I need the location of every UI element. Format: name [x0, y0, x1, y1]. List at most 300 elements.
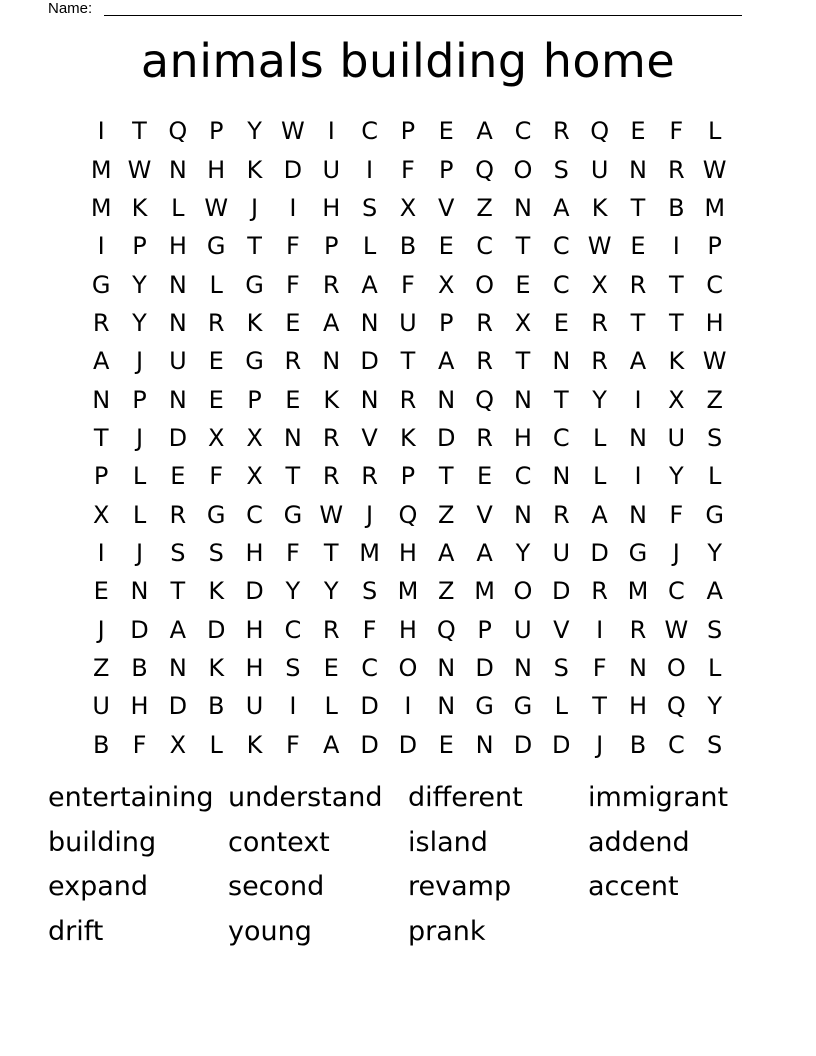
- grid-letter: O: [513, 577, 533, 606]
- grid-letter: K: [400, 423, 416, 452]
- grid-letter: F: [401, 155, 415, 184]
- grid-letter: P: [132, 385, 147, 414]
- grid-letter: X: [207, 423, 225, 452]
- grid-letter: Y: [515, 538, 531, 567]
- grid-letter: C: [514, 117, 532, 146]
- grid-letter: Z: [438, 577, 455, 606]
- grid-letter: Q: [475, 385, 495, 414]
- grid-letter: H: [322, 193, 341, 222]
- grid-letter: Y: [285, 577, 301, 606]
- grid-letter: R: [399, 385, 417, 414]
- grid-letter: D: [437, 423, 456, 452]
- grid-letter: H: [398, 615, 417, 644]
- grid-letter: E: [208, 347, 224, 376]
- grid-letter: N: [92, 385, 111, 414]
- grid-letter: C: [552, 270, 570, 299]
- word-list-item: understand: [228, 782, 383, 813]
- grid-letter: V: [553, 615, 570, 644]
- grid-letter: N: [168, 385, 187, 414]
- word-list-item: second: [228, 871, 325, 902]
- grid-letter: J: [251, 193, 259, 222]
- word-list-item: addend: [588, 826, 690, 858]
- grid-letter: N: [130, 577, 149, 606]
- grid-letter: S: [553, 155, 569, 184]
- grid-letter: P: [93, 462, 109, 491]
- grid-letter: W: [702, 155, 727, 184]
- grid-letter: T: [247, 232, 262, 261]
- grid-letter: N: [475, 730, 494, 759]
- grid-letter: J: [135, 347, 144, 376]
- grid-letter: S: [361, 577, 378, 606]
- grid-letter: K: [323, 385, 340, 414]
- word-list-item: young: [228, 915, 312, 947]
- grid-letter: E: [208, 385, 224, 414]
- grid-letter: U: [552, 538, 571, 567]
- grid-letter: P: [132, 232, 147, 261]
- grid-letter: Z: [706, 385, 723, 414]
- grid-letter: I: [289, 692, 297, 721]
- grid-letter: W: [664, 615, 689, 644]
- grid-letter: C: [552, 232, 570, 261]
- grid-letter: N: [168, 155, 187, 184]
- grid-letter: F: [592, 653, 607, 682]
- grid-letter: E: [285, 385, 301, 414]
- grid-letter: P: [707, 232, 722, 261]
- grid-letter: T: [438, 462, 454, 491]
- grid-letter: A: [92, 347, 110, 376]
- grid-letter: S: [170, 538, 186, 567]
- grid-letter: T: [93, 423, 109, 452]
- grid-letter: E: [630, 117, 646, 146]
- grid-letter: N: [437, 385, 456, 414]
- grid-letter: V: [476, 500, 493, 529]
- grid-letter: A: [323, 308, 340, 337]
- grid-letter: U: [245, 692, 264, 721]
- grid-letter: P: [439, 308, 454, 337]
- grid-letter: K: [208, 653, 225, 682]
- grid-letter: K: [591, 193, 608, 222]
- grid-letter: A: [438, 347, 455, 376]
- grid-letter: O: [666, 653, 686, 682]
- grid-letter: T: [515, 347, 531, 376]
- grid-letter: H: [398, 538, 417, 567]
- grid-letter: E: [170, 462, 186, 491]
- grid-letter: C: [552, 423, 570, 452]
- grid-letter: C: [361, 653, 378, 682]
- grid-letter: E: [477, 462, 493, 491]
- grid-letter: X: [92, 500, 110, 529]
- grid-letter: S: [285, 653, 301, 682]
- grid-letter: N: [513, 385, 532, 414]
- word-list-item: immigrant: [588, 782, 729, 813]
- grid-letter: E: [438, 117, 454, 146]
- grid-letter: R: [476, 308, 493, 337]
- grid-letter: F: [285, 730, 300, 759]
- grid-letter: B: [207, 692, 225, 721]
- grid-letter: N: [168, 270, 187, 299]
- grid-letter: G: [245, 347, 264, 376]
- grid-letter: D: [552, 730, 571, 759]
- grid-letter: B: [131, 653, 148, 682]
- grid-letter: T: [553, 385, 569, 414]
- grid-letter: C: [667, 577, 685, 606]
- grid-letter: P: [400, 117, 416, 146]
- grid-letter: N: [629, 653, 647, 682]
- grid-letter: A: [438, 538, 455, 567]
- grid-letter: R: [169, 500, 187, 529]
- word-list-item: accent: [588, 871, 679, 902]
- grid-letter: R: [629, 270, 647, 299]
- grid-letter: A: [476, 538, 493, 567]
- grid-letter: N: [168, 308, 187, 337]
- grid-letter: N: [437, 692, 456, 721]
- grid-letter: R: [591, 577, 608, 606]
- grid-letter: K: [131, 193, 148, 222]
- grid-letter: M: [704, 193, 726, 222]
- grid-letter: G: [513, 692, 533, 721]
- grid-letter: D: [206, 615, 226, 644]
- grid-letter: I: [97, 232, 105, 261]
- grid-letter: Z: [476, 193, 493, 222]
- grid-letter: H: [130, 692, 149, 721]
- grid-letter: N: [513, 193, 532, 222]
- grid-letter: U: [590, 155, 609, 184]
- grid-letter: X: [169, 730, 187, 759]
- grid-letter: G: [206, 500, 226, 529]
- grid-letter: T: [400, 347, 416, 376]
- grid-letter: P: [323, 232, 339, 261]
- grid-letter: C: [667, 730, 685, 759]
- grid-letter: F: [209, 462, 224, 491]
- word-list-item: island: [408, 826, 488, 858]
- grid-letter: Y: [247, 117, 262, 146]
- grid-letter: H: [628, 692, 647, 721]
- grid-letter: L: [324, 692, 338, 721]
- grid-letter: O: [513, 155, 533, 184]
- grid-letter: A: [629, 347, 647, 376]
- grid-letter: R: [552, 117, 570, 146]
- grid-letter: A: [553, 193, 570, 222]
- grid-letter: Q: [666, 692, 686, 721]
- grid-letter: E: [438, 232, 454, 261]
- grid-letter: N: [360, 385, 379, 414]
- grid-letter: F: [132, 730, 147, 759]
- grid-letter: A: [361, 270, 378, 299]
- grid-letter: Q: [475, 155, 495, 184]
- grid-letter: F: [285, 538, 300, 567]
- grid-letter: R: [92, 308, 110, 337]
- grid-letter: T: [668, 270, 684, 299]
- grid-letter: L: [171, 193, 185, 222]
- word-list-item: building: [48, 826, 157, 858]
- grid-letter: H: [245, 653, 264, 682]
- grid-letter: D: [168, 692, 188, 721]
- grid-letter: R: [322, 462, 340, 491]
- grid-letter: J: [97, 615, 105, 644]
- grid-letter: D: [130, 615, 149, 644]
- grid-letter: T: [323, 538, 339, 567]
- grid-letter: P: [247, 385, 262, 414]
- grid-letter: I: [404, 692, 412, 721]
- grid-letter: L: [554, 692, 568, 721]
- grid-letter: G: [206, 232, 226, 261]
- grid-letter: U: [322, 155, 341, 184]
- grid-letter: I: [672, 232, 680, 261]
- word-list-item: expand: [48, 871, 149, 902]
- grid-letter: A: [476, 117, 493, 146]
- grid-letter: R: [591, 347, 608, 376]
- name-field: [48, 0, 748, 20]
- grid-letter: M: [627, 577, 649, 606]
- grid-letter: X: [438, 270, 455, 299]
- grid-letter: S: [553, 653, 569, 682]
- grid-letter: S: [707, 423, 723, 452]
- grid-letter: C: [706, 270, 724, 299]
- grid-letter: R: [476, 347, 493, 376]
- grid-letter: U: [514, 615, 532, 644]
- grid-letter: M: [397, 577, 419, 606]
- grid-letter: S: [361, 193, 378, 222]
- word-list-item: context: [228, 826, 330, 858]
- grid-letter: J: [366, 500, 374, 529]
- name-line[interactable]: [104, 15, 742, 16]
- grid-letter: R: [591, 308, 608, 337]
- grid-letter: U: [399, 308, 417, 337]
- grid-letter: Y: [323, 577, 339, 606]
- grid-letter: G: [283, 500, 303, 529]
- grid-letter: D: [552, 577, 571, 606]
- grid-letter: G: [628, 538, 648, 567]
- grid-letter: X: [246, 423, 263, 452]
- grid-letter: I: [327, 117, 335, 146]
- grid-letter: K: [246, 155, 263, 184]
- grid-letter: R: [476, 423, 493, 452]
- grid-letter: R: [629, 615, 647, 644]
- grid-letter: S: [707, 730, 723, 759]
- word-list-item: entertaining: [48, 782, 214, 813]
- grid-letter: F: [669, 500, 684, 529]
- word-list-item: drift: [48, 915, 104, 947]
- grid-letter: J: [596, 730, 604, 759]
- grid-letter: X: [399, 193, 417, 222]
- grid-letter: D: [245, 577, 264, 606]
- grid-letter: I: [97, 538, 105, 567]
- grid-letter: K: [208, 577, 225, 606]
- grid-letter: X: [246, 462, 263, 491]
- grid-letter: S: [707, 615, 723, 644]
- grid-letter: X: [514, 308, 532, 337]
- grid-letter: K: [668, 347, 685, 376]
- grid-letter: H: [705, 308, 724, 337]
- grid-letter: D: [360, 730, 379, 759]
- grid-letter: O: [475, 270, 495, 299]
- grid-letter: W: [587, 232, 612, 261]
- grid-letter: E: [93, 577, 109, 606]
- grid-letter: T: [170, 577, 186, 606]
- grid-letter: T: [668, 308, 684, 337]
- grid-letter: M: [90, 193, 112, 222]
- grid-letter: L: [362, 232, 377, 261]
- grid-letter: F: [669, 117, 684, 146]
- grid-letter: T: [515, 232, 531, 261]
- grid-letter: F: [362, 615, 377, 644]
- grid-letter: D: [475, 653, 494, 682]
- grid-letter: P: [208, 117, 224, 146]
- grid-letter: R: [207, 308, 225, 337]
- grid-letter: W: [319, 500, 344, 529]
- grid-letter: N: [629, 500, 647, 529]
- grid-letter: D: [398, 730, 418, 759]
- grid-letter: P: [400, 462, 416, 491]
- grid-letter: A: [591, 500, 608, 529]
- word-list-item: prank: [408, 915, 486, 947]
- grid-letter: G: [245, 270, 264, 299]
- grid-letter: J: [135, 538, 144, 567]
- grid-letter: K: [246, 308, 263, 337]
- grid-letter: N: [629, 423, 647, 452]
- grid-letter: L: [132, 462, 147, 491]
- grid-letter: L: [592, 462, 607, 491]
- grid-letter: H: [168, 232, 187, 261]
- grid-letter: W: [702, 347, 727, 376]
- grid-letter: Y: [592, 385, 607, 414]
- grid-letter: I: [634, 385, 642, 414]
- grid-letter: C: [361, 117, 378, 146]
- grid-letter: J: [672, 538, 680, 567]
- grid-letter: L: [707, 117, 722, 146]
- grid-letter: D: [360, 347, 379, 376]
- grid-letter: Q: [590, 117, 610, 146]
- grid-letter: G: [475, 692, 494, 721]
- grid-letter: Y: [132, 270, 147, 299]
- grid-letter: E: [515, 270, 531, 299]
- grid-letter: L: [209, 730, 223, 759]
- grid-letter: C: [476, 232, 493, 261]
- grid-letter: I: [366, 155, 374, 184]
- grid-letter: N: [168, 653, 187, 682]
- grid-letter: Y: [668, 462, 684, 491]
- grid-letter: I: [97, 117, 105, 146]
- grid-letter: W: [204, 193, 229, 222]
- grid-letter: T: [592, 692, 607, 721]
- grid-letter: N: [513, 500, 532, 529]
- grid-letter: D: [360, 692, 379, 721]
- grid-letter: L: [707, 462, 722, 491]
- grid-letter: T: [285, 462, 301, 491]
- grid-letter: W: [281, 117, 305, 146]
- grid-letter: E: [438, 730, 454, 759]
- grid-letter: Z: [92, 653, 110, 682]
- grid-letter: F: [285, 270, 300, 299]
- grid-letter: H: [245, 538, 264, 567]
- grid-letter: G: [91, 270, 111, 299]
- letter-grid: [82, 112, 734, 764]
- grid-letter: C: [284, 615, 302, 644]
- grid-letter: Q: [398, 500, 418, 529]
- grid-letter: T: [630, 308, 646, 337]
- grid-letter: T: [630, 193, 646, 222]
- grid-letter: Y: [707, 538, 722, 567]
- grid-letter: L: [592, 423, 607, 452]
- grid-letter: M: [90, 155, 112, 184]
- grid-letter: R: [667, 155, 685, 184]
- grid-letter: P: [439, 155, 454, 184]
- grid-letter: N: [552, 347, 571, 376]
- grid-letter: G: [705, 500, 724, 529]
- grid-letter: D: [590, 538, 609, 567]
- name-label: Name:: [48, 0, 93, 17]
- grid-letter: C: [246, 500, 263, 529]
- grid-letter: D: [283, 155, 303, 184]
- grid-letter: Z: [438, 500, 455, 529]
- grid-letter: M: [359, 538, 380, 567]
- grid-letter: O: [398, 653, 418, 682]
- grid-letter: E: [323, 653, 339, 682]
- grid-letter: B: [92, 730, 110, 759]
- grid-letter: V: [438, 193, 455, 222]
- grid-letter: F: [285, 232, 300, 261]
- grid-letter: N: [552, 462, 571, 491]
- grid-letter: I: [596, 615, 604, 644]
- grid-letter: N: [360, 308, 379, 337]
- grid-letter: M: [474, 577, 495, 606]
- grid-letter: R: [322, 615, 340, 644]
- grid-letter: E: [285, 308, 301, 337]
- grid-letter: N: [437, 653, 456, 682]
- word-list-item: different: [408, 782, 523, 813]
- grid-letter: L: [707, 653, 722, 682]
- grid-letter: H: [513, 423, 532, 452]
- grid-letter: B: [668, 193, 685, 222]
- grid-letter: B: [629, 730, 647, 759]
- grid-letter: N: [629, 155, 647, 184]
- grid-letter: E: [553, 308, 569, 337]
- grid-letter: V: [361, 423, 378, 452]
- grid-letter: R: [361, 462, 378, 491]
- grid-letter: R: [322, 423, 340, 452]
- grid-letter: D: [168, 423, 188, 452]
- page-title: animals building home: [140, 34, 676, 88]
- grid-letter: X: [668, 385, 685, 414]
- grid-letter: N: [513, 653, 532, 682]
- grid-letter: X: [591, 270, 608, 299]
- grid-letter: R: [322, 270, 340, 299]
- grid-letter: N: [283, 423, 302, 452]
- grid-letter: Q: [436, 615, 456, 644]
- grid-letter: W: [127, 155, 152, 184]
- grid-letter: C: [514, 462, 532, 491]
- grid-letter: L: [209, 270, 223, 299]
- grid-letter: S: [208, 538, 224, 567]
- grid-letter: H: [207, 155, 226, 184]
- grid-letter: H: [245, 615, 264, 644]
- word-list: [48, 778, 768, 956]
- grid-letter: A: [323, 730, 340, 759]
- word-list-item: revamp: [408, 871, 512, 902]
- grid-letter: I: [289, 193, 297, 222]
- grid-letter: K: [246, 730, 263, 759]
- grid-letter: L: [132, 500, 147, 529]
- grid-letter: Y: [132, 308, 147, 337]
- grid-letter: U: [92, 692, 110, 721]
- grid-letter: E: [630, 232, 646, 261]
- grid-letter: B: [399, 232, 417, 261]
- grid-letter: U: [667, 423, 686, 452]
- grid-letter: J: [135, 423, 144, 452]
- grid-letter: R: [552, 500, 570, 529]
- grid-letter: A: [706, 577, 723, 606]
- grid-letter: Y: [707, 692, 722, 721]
